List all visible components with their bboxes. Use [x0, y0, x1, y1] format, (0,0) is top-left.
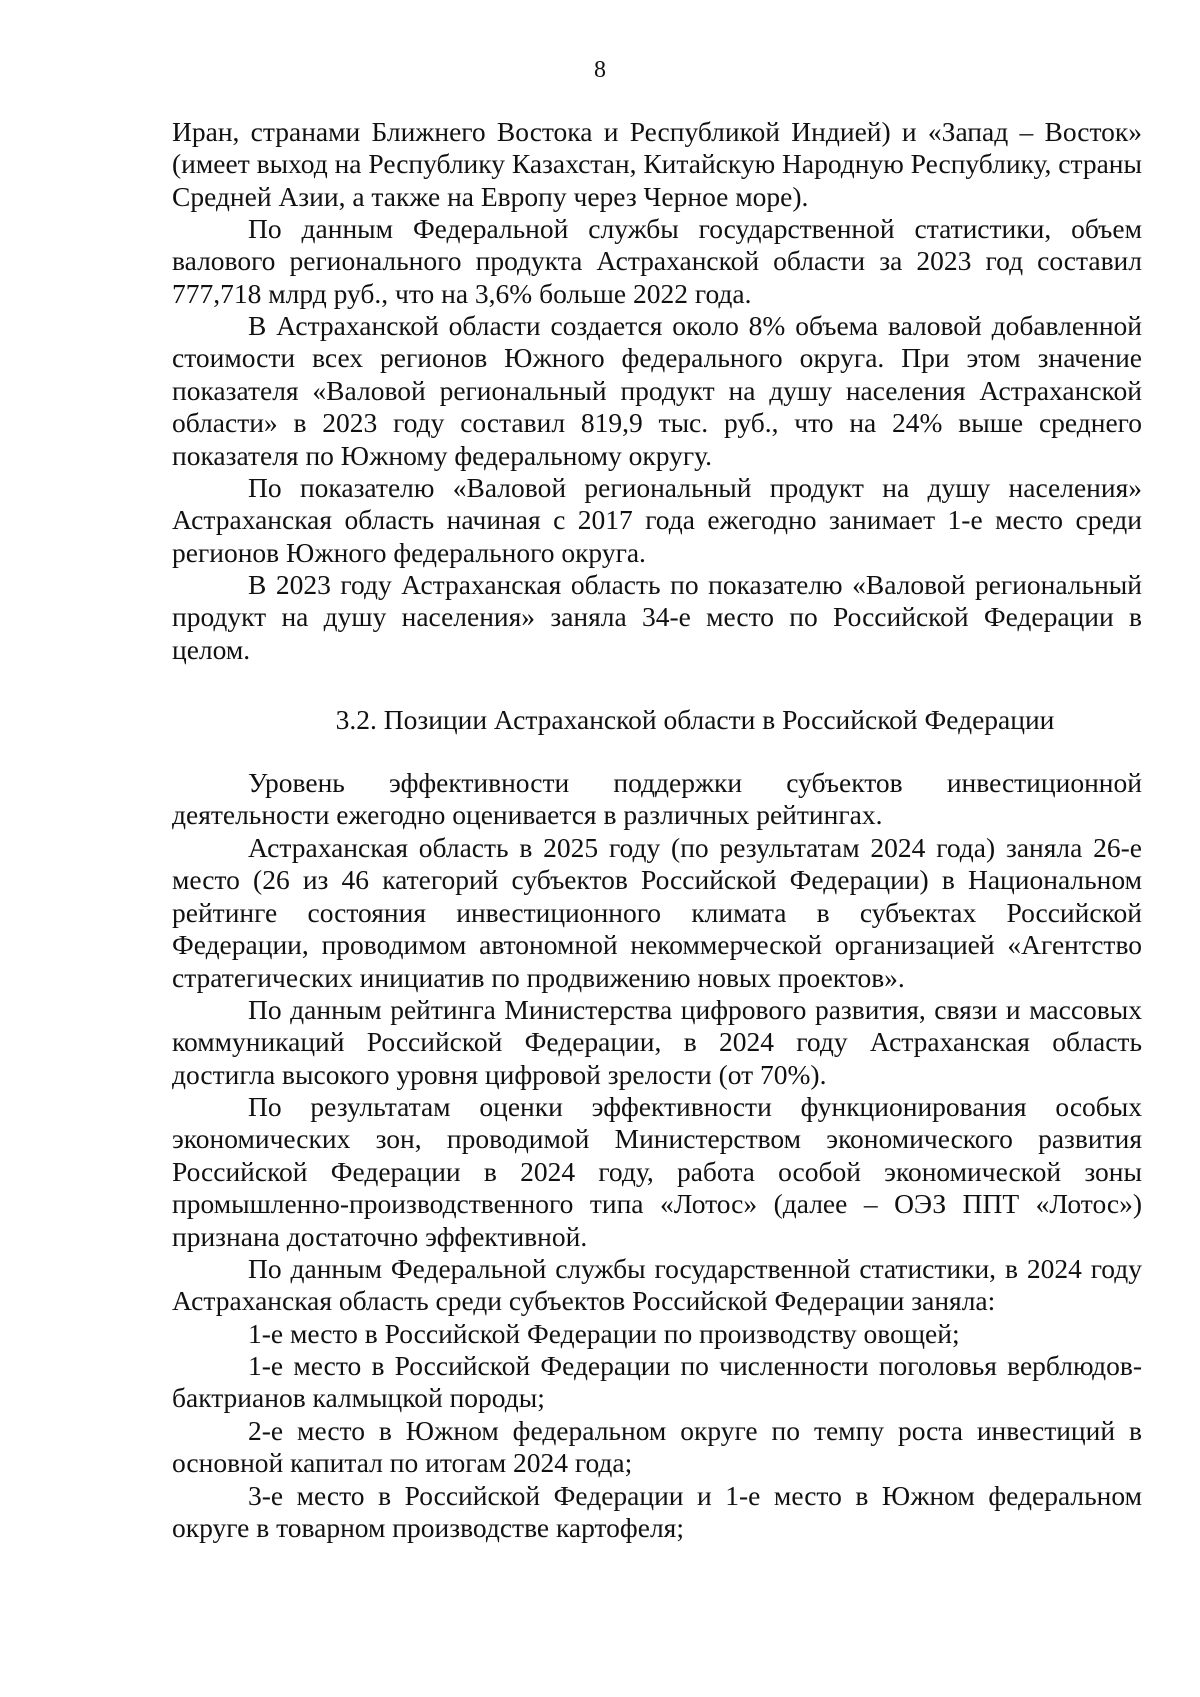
list-item: 2-е место в Южном федеральном округе по темпу роста инвестиций в основной капитал по итогам 2024 года;	[172, 1415, 1142, 1479]
page-number: 8	[594, 57, 606, 83]
paragraph-rank-southern-district: По показателю «Валовой региональный продукт на душу населения» Астраханская область начиная с 2017 года ежегодно занимает 1-е место среди регионов Южного федерального округа.	[172, 472, 1142, 568]
paragraph-national-rating: Астраханская область в 2025 году (по результатам 2024 года) заняла 26-е место (26 из 46 категорий субъектов Российской Федерации) в Национальном рейтинге состояния инвестиционного климата в субъектах Российской Федерации, проводимом автономной некоммерческой организацией «Агентство стратегических инициатив по продвижению новых проектов».	[172, 832, 1142, 993]
paragraph-ratings-intro: Уровень эффективности поддержки субъектов инвестиционной деятельности ежегодно оценивается в различных рейтингах.	[172, 767, 1142, 831]
paragraph-continuation: Иран, странами Ближнего Востока и Республикой Индией) и «Запад – Восток» (имеет выход на Республику Казахстан, Китайскую Народную Республику, страны Средней Азии, а также на Европу через Черное море).	[172, 116, 1142, 212]
list-item: 3-е место в Российской Федерации и 1-е место в Южном федеральном округе в товарном производстве картофеля;	[172, 1480, 1142, 1544]
list-item: 1-е место в Российской Федерации по производству овощей;	[248, 1318, 960, 1349]
paragraph-value-added-share: В Астраханской области создается около 8% объема валовой добавленной стоимости всех регионов Южного федерального округа. При этом значение показателя «Валовой региональный продукт на душу населения Астраханской области» в 2023 году составил 819,9 тыс. руб., что на 24% выше среднего показателя по Южному федеральному округу.	[172, 310, 1142, 471]
list-item: 1-е место в Российской Федерации по численности поголовья верблюдов-бактрианов калмыцкой породы;	[172, 1350, 1142, 1414]
paragraph-stats-intro: По данным Федеральной службы государственной статистики, в 2024 году Астраханская область среди субъектов Российской Федерации заняла:	[172, 1253, 1142, 1317]
section-heading: 3.2. Позиции Астраханской области в Российской Федерации	[335, 704, 1055, 735]
paragraph-special-economic-zone: По результатам оценки эффективности функционирования особых экономических зон, проводимой Министерством экономического развития Российской Федерации в 2024 году, работа особой экономической зоны промышленно-производственного типа «Лотос» (далее – ОЭЗ ППТ «Лотос») признана достаточно эффективной.	[172, 1091, 1142, 1252]
paragraph-rank-russia: В 2023 году Астраханская область по показателю «Валовой региональный продукт на душу населения» заняла 34-е место по Российской Федерации в целом.	[172, 569, 1142, 665]
paragraph-grp-volume: По данным Федеральной службы государственной статистики, объем валового регионального продукта Астраханской области за 2023 год составил 777,718 млрд руб., что на 3,6% больше 2022 года.	[172, 213, 1142, 309]
paragraph-digital-maturity: По данным рейтинга Министерства цифрового развития, связи и массовых коммуникаций Российской Федерации, в 2024 году Астраханская область достигла высокого уровня цифровой зрелости (от 70%).	[172, 994, 1142, 1090]
